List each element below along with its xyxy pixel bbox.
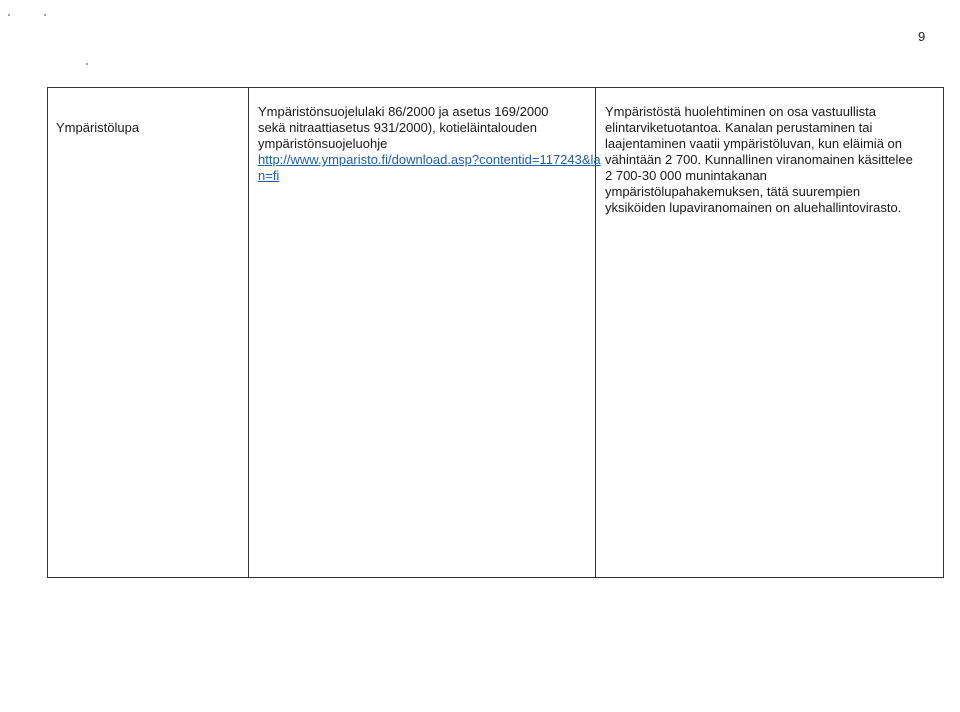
scan-speck — [86, 63, 88, 65]
description-line: vähintään 2 700. Kunnallinen viranomainen käsittelee — [605, 152, 913, 167]
scan-speck — [44, 14, 46, 16]
guideline-link-continuation[interactable]: n=fi — [258, 168, 280, 183]
description-cell — [596, 88, 944, 578]
guideline-link[interactable]: http://www.ymparisto.fi/download.asp?contentid=117243&la — [258, 152, 601, 167]
law-text-line: ympäristönsuojeluohje — [258, 136, 388, 151]
law-text-line: Ympäristönsuojelulaki 86/2000 ja asetus 169/2000 — [258, 104, 549, 119]
law-text-line: sekä nitraattiasetus 931/2000), kotieläintalouden — [258, 120, 537, 135]
description-line: elintarviketuotantoa. Kanalan perustaminen tai — [605, 120, 873, 135]
topic-cell — [48, 88, 249, 578]
description-line: 2 700-30 000 munintakanan — [605, 168, 767, 183]
table-row — [48, 88, 944, 578]
description-line: ympäristölupahakemuksen, tätä suurempien — [605, 184, 861, 199]
description-line: laajentaminen vaatii ympäristöluvan, kun eläimiä on — [605, 136, 902, 151]
topic-label: Ympäristölupa — [56, 120, 140, 135]
content-table — [47, 87, 944, 578]
description-line: yksiköiden lupaviranomainen on aluehallintovirasto. — [605, 200, 902, 215]
page-number: 9 — [918, 29, 926, 44]
law-cell — [249, 88, 601, 578]
scan-speck — [8, 14, 10, 16]
description-line: Ympäristöstä huolehtiminen on osa vastuullista — [605, 104, 876, 119]
